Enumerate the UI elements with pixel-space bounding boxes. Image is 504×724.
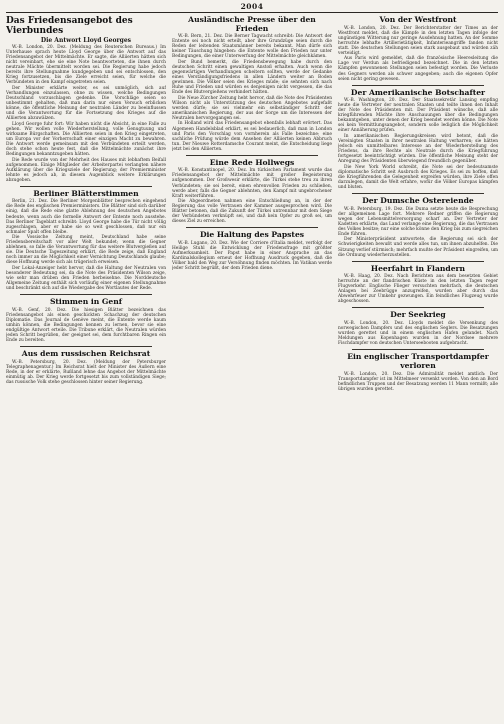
article-paragraph: W.-B. Washington, 20. Dez. Der Staatssekretär Lansing empfing heute die Vertreter der neutralen Staaten und teilte ihnen den Inhalt der Note des Präsidenten mit. Der Präsident wünsche, daß alle kriegführenden Mächte ihre Anschauungen über die Bedingungen bekanntgeben, unter denen der Krieg beendet werden könne. Die Note sei kein Vermittlungsangebot, sondern solle lediglich die Möglichkeit einer Annäherung prüfen. xyxy=(338,98,498,134)
article-headline: Berliner Blätterstimmen xyxy=(33,188,139,198)
article xyxy=(6,16,166,183)
column-left xyxy=(6,15,166,720)
article-headline: Ausländische Presse über den Frieden xyxy=(188,15,316,33)
article xyxy=(338,353,498,391)
top-rule xyxy=(6,12,498,13)
article-headline: Das Friedensangebot des Vierbundes xyxy=(6,16,133,36)
article-headline: Eine Rede Hollwegs xyxy=(209,157,295,167)
article-headline: Ein englischer Transportdampfer verloren xyxy=(347,352,489,370)
columns xyxy=(6,15,498,720)
article xyxy=(338,197,498,258)
article-paragraph: In Holland wird das Friedensangebot ebenfalls lebhaft erörtert. Das Algemeen Handelsblad erklärt, es sei bedauerlich, daß man in London und Paris den Vorschlag von vornherein als Falle bezeichne; eine sachliche Prüfung würde dem Ansehen der Alliierten keinen Abbruch tun. Der Nieuwe Rotterdamsche Courant meint, die Entscheidung liege jetzt bei den Alliierten. xyxy=(172,121,332,152)
article-paragraph: Der Lokal-Anzeiger hebt hervor, daß die Haltung der Neutralen von besonderer Bedeutung sei, da die Note des Präsidenten Wilson zeige, wie sehr man drüben den Frieden herbeisehne. Die Norddeutsche Allgemeine Zeitung enthält sich vorläufig einer eigenen Stellungnahme und beschränkt sich auf die Wiedergabe des Wortlautes der Rede. xyxy=(6,265,166,292)
article xyxy=(172,159,332,225)
article-headline: Stimmen in Genf xyxy=(49,297,123,307)
article xyxy=(6,190,166,291)
article xyxy=(338,89,498,190)
article-paragraph: W.-B. London, 20. Dez. Die Admiralität meldet amtlich: Der Transportdampfer ist im Mittelmeer versenkt worden. Von den an Bord befindlichen Truppen und der Besatzung werden 11 Mann vermißt; alle übrigen wurden gerettet. xyxy=(338,371,498,392)
article-paragraph: W.-B. Petersburg, 20. Dez. (Meldung der Petersburger Telegraphenagentur.) Im Reichsrat hielt der Minister des Äußern eine Rede, in der er erklärte, Rußland lehne das Angebot der Mittelmächte einmütig ab. Der Krieg werde fortgesetzt bis zum vollständigen Siege; das russische Volk stehe geschlossen hinter seiner Regierung. xyxy=(6,359,166,385)
article-separator xyxy=(352,349,484,350)
article xyxy=(6,350,166,385)
article-headline: Der Dumsche Ostereiende xyxy=(362,196,474,206)
article-paragraph: Berlin, 21. Dez. Die Berliner Morgenblätter besprechen eingehend die Rede des englischen Premierministers. Die Blätter sind sich darüber einig, daß die Rede eine glatte Ablehnung des deutschen Angebotes bedeute, wenn auch die formelle Antwort der Entente noch ausstehe. Das Berliner Tageblatt schreibt: Lloyd George habe die Tür nicht völlig zugeschlagen, aber er habe sie so weit geschlossen, daß nur ein schmaler Spalt offen bleibe. xyxy=(6,199,166,235)
article xyxy=(338,16,498,82)
article-paragraph: W.-B. Haag, 20. Dez. Nach Berichten aus dem besetzten Gebiet herrschte an der flandrischen Küste in den letzten Tagen reger Flugverkehr. Englische Flieger versuchten mehrfach, die deutschen Anlagen bei Zeebrügge anzugreifen, wurden aber durch das Abwehrfeuer zur Umkehr gezwungen. Ein feindliches Flugzeug wurde abgeschossen. xyxy=(338,274,498,305)
article-paragraph: Die Rede wurde von der Mehrheit des Hauses mit lebhaftem Beifall aufgenommen. Einige Mitglieder der Arbeiterpartei verlangten nähere Aufklärung über die Kriegsziele der Regierung; der Premierminister lehnte es jedoch ab, in diesem Augenblick weitere Erklärungen abzugeben. xyxy=(6,157,166,183)
article-separator xyxy=(20,346,152,347)
article-separator xyxy=(20,186,152,187)
article xyxy=(172,231,332,271)
article-paragraph: W.-B. Bern, 21. Dez. Die Berner Tagwacht schreibt: Die Antwort der Entente sei noch nicht erteilt, aber ihre Grundzüge seien durch die Reden der leitenden Staatsmänner bereits bekannt. Man dürfe sich keiner Täuschung hingeben: die Entente wolle den Frieden nur unter Bedingungen, die einer Unterwerfung der Mittelmächte gleichkämen. xyxy=(172,34,332,60)
article xyxy=(338,265,498,305)
article-paragraph: Der Ministerpräsident antwortete, die Regierung sei sich der Schwierigkeiten bewußt und werde alles tun, um ihnen abzuhelfen. Die Sitzung verlief stürmisch; mehrfach mußte der Präsident eingreifen, um die Ordnung wiederherzustellen. xyxy=(338,237,498,258)
article-headline: Heerfahrt in Flandern xyxy=(370,263,466,273)
article-paragraph: Der Bund bemerkt, die Friedensbewegung habe durch den deutschen Schritt einen gewaltigen Anstoß erhalten. Auch wenn die gegenwärtigen Verhandlungen scheitern sollten, werde der Gedanke eines Verständigungsfriedens in allen Ländern weiter an Boden gewinnen. Die Völker seien des Krieges müde; sie sehnten sich nach Ruhe und Frieden und würden es denjenigen nicht vergessen, die das Ende des Blutvergießens verhindert hätten. xyxy=(172,59,332,96)
article-headline: Die Haltung des Papstes xyxy=(199,230,305,240)
article-paragraph: W.-B. London, 20. Dez. Lloyds meldet die Versenkung des norwegischen Dampfers und des englischen Seglers. Die Besatzungen wurden gerettet und in einem englischen Hafen gelandet. Nach Meldungen aus Kopenhagen wurden in der Nordsee mehrere Fischdampfer von deutschen Unterseebooten aufgebracht. xyxy=(338,321,498,347)
article-paragraph: W.-B. Konstantinopel, 20. Dez. Im türkischen Parlament wurde das Friedensangebot der Mittelmächte mit großer Begeisterung aufgenommen. Der Großwesir erklärte, die Türkei stehe treu zu ihren Verbündeten; sie sei bereit, einen ehrenvollen Frieden zu schließen, werde aber, falls die Gegner ablehnten, den Kampf mit ungebrochener Kraft weiterführen. xyxy=(172,168,332,199)
article-paragraph: Die Abgeordneten nahmen eine Entschließung an, in der der Regierung das volle Vertrauen der Kammer ausgesprochen wird. Die Blätter betonen, daß die Zukunft der Türkei untrennbar mit dem Siege der Verbündeten verknüpft sei, und daß kein Opfer zu groß sei, um dieses Ziel zu erreichen. xyxy=(172,199,332,225)
article-separator xyxy=(352,85,484,86)
article-paragraph: W.-B. London, 20. Dez. Der Berichterstatter der Times an der Westfront meldet, daß die Kämpfe in den letzten Tagen infolge der ungünstigen Witterung nur geringe Ausdehnung hatten. An der Somme herrschte lebhafte Artillerietätigkeit, Infanterieangriffe fanden nicht statt. Die deutschen Stellungen seien stark ausgebaut und würden zäh verteidigt. xyxy=(338,25,498,56)
article-subheadline: Die Antwort Lloyd Georges xyxy=(40,37,132,44)
article-separator xyxy=(20,294,152,295)
article-paragraph: W.-B. Petersburg, 19. Dez. Die Duma setzte heute die Besprechung der allgemeinen Lage fort. Mehrere Redner griffen die Regierung wegen der Lebensmittelversorgung scharf an. Der Vertreter der Kadetten erklärte, das Land verlange eine Regierung, die das Vertrauen des Volkes besitze; nur eine solche könne den Krieg bis zum siegreichen Ende führen. xyxy=(338,206,498,237)
article-separator xyxy=(352,307,484,308)
column-middle xyxy=(172,15,332,720)
page-number: 2004 xyxy=(240,2,264,11)
article-paragraph: W.-B. London, 20. Dez. (Meldung des Reuterschen Bureaus.) Im Unterhause sprach heute Lloyd George über die Antwort auf das Friedensangebot der Mittelmächte. Er sagte, die Alliierten hätten sich nicht vereinbart, ehe sie eine Note beantworteten, die ihnen durch neutrale Mächte übermittelt worden sei. Die Regierung habe jedoch bereits ihre Stellungnahme kundgegeben und sei entschlossen, den Krieg fortzusetzen, bis die Ziele erreicht seien, für welche die Verbündeten in den Kampf eingetreten seien. xyxy=(6,45,166,86)
article xyxy=(172,16,332,152)
article-paragraph: Die New York World schreibt, die Note sei der bedeutsamste diplomatische Schritt seit Ausbruch des Krieges. Es sei zu hoffen, daß die Kriegführenden die Gelegenheit ergreifen würden, ihre Ziele offen darzulegen, damit die Welt erfahre, wofür die Völker Europas kämpfen und bluten. xyxy=(338,164,498,190)
article-paragraph: Der Minister erklärte weiter, es sei unmöglich, sich auf Verhandlungen einzulassen, ohne zu wissen, welche Bedingungen Deutschland vorzuschlagen gedenke. Die Vorschläge seien so unbestimmt gehalten, daß man darin nur einen Versuch erblicken könne, die öffentliche Meinung der neutralen Länder zu beeinflussen und die Verantwortung für die Fortsetzung des Krieges auf die Alliierten abzuwälzen. xyxy=(6,85,166,122)
article-separator xyxy=(352,193,484,194)
article-paragraph: In amerikanischen Regierungskreisen wird betont, daß die Vereinigten Staaten in ihrer neutralen Haltung verharren; sie hätten jedoch ein unmittelbares Interesse an der Wiederherstellung des Friedens, da ihre Rechte als Neutrale durch die Kriegführung fortgesetzt beeinträchtigt würden. Die öffentliche Meinung steht der Anregung des Präsidenten überwiegend freundlich gegenüber. xyxy=(338,134,498,165)
article-separator xyxy=(352,261,484,262)
article-paragraph: Die Vossische Zeitung meint, Deutschland habe seine Friedensbereitschaft vor aller Welt bekundet; wenn die Gegner ablehnen, so falle die Verantwortung für das weitere Blutvergießen auf sie. Die Deutsche Tageszeitung erklärt, die Rede zeige, daß England noch immer an die Möglichkeit einer Vernichtung Deutschlands glaube; diese Hoffnung werde sich als trügerisch erweisen. xyxy=(6,235,166,266)
article-paragraph: W.-B. Lugano, 20. Dez. Wie der Corriere d'Italia meldet, verfolgt der Heilige Stuhl die Entwicklung der Friedensfrage mit größter Aufmerksamkeit. Der Papst habe in einer Ansprache an das Kardinalskollegium erneut der Hoffnung Ausdruck gegeben, daß die Völker bald den Weg zur Versöhnung finden möchten. Im Vatikan werde jeder Schritt begrüßt, der dem Frieden diene. xyxy=(172,240,332,272)
article-headline: Der Amerikanische Botschafter xyxy=(350,87,486,97)
article-paragraph: Die Neue Zürcher Zeitung hebt hervor, daß die Note des Präsidenten Wilson nicht als Unterstützung des deutschen Angebotes aufgefaßt werden dürfe; sie sei vielmehr ein selbständiger Schritt der amerikanischen Regierung, der aus der Sorge um die Interessen der Neutralen hervorgegangen sei. xyxy=(172,95,332,121)
article-headline: Der Seekrieg xyxy=(390,310,446,320)
column-right xyxy=(338,15,498,720)
article-headline: Von der Westfront xyxy=(379,15,457,24)
article-paragraph: Aus Paris wird gemeldet, daß die französische Heeresleitung die Lage vor Verdun als befriedigend bezeichnet. Die in den letzten Kämpfen gewonnenen Stellungen seien befestigt worden. Die Verluste des Gegners werden als schwer angegeben; auch die eigenen Opfer seien nicht gering gewesen. xyxy=(338,56,498,82)
article xyxy=(338,311,498,346)
article-separator xyxy=(186,227,318,228)
article-headline: Aus dem russischen Reichsrat xyxy=(21,349,151,359)
article-paragraph: W.-B. Genf, 20. Dez. Die hiesigen Blätter bezeichnen das Friedensangebot als einen geschickten Schachzug der deutschen Diplomatie. Das Journal de Genève meint, die Entente werde kaum umhin können, die Bedingungen kennen zu lernen, bevor sie eine endgültige Antwort erteile. Die Tribune erklärt, die Neutralen würden jeden Schritt begrüßen, der geeignet sei, dem furchtbaren Ringen ein Ende zu bereiten. xyxy=(6,307,166,344)
article-separator xyxy=(186,155,318,156)
article xyxy=(6,298,166,343)
article-paragraph: Lloyd George fuhr fort: Wir haben nicht die Absicht, in eine Falle zu gehen. Wir wollen volle Wiederherstellung, volle Genugtuung und wirksame Bürgschaften. Die Alliierten seien in den Krieg eingetreten, um Europa vor der Vorherrschaft einer einzigen Macht zu bewahren. Die Antwort werde gemeinsam mit den Verbündeten erteilt werden, doch stehe schon heute fest, daß die Mittelmächte zunächst ihre Bedingungen bekanntzugeben hätten. xyxy=(6,121,166,157)
